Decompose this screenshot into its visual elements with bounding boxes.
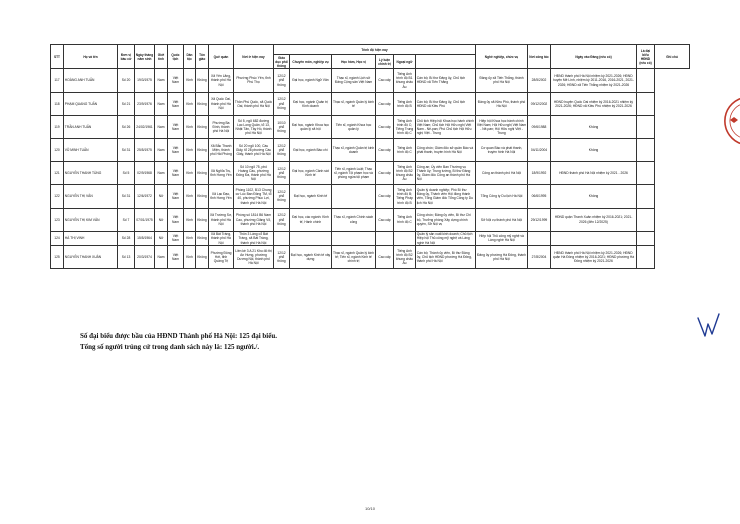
cell-general-edu: 12/12 phổ thông [274, 92, 290, 115]
cell-party-date [528, 231, 551, 246]
cell-degree: Thạc sĩ, ngành Quản trị kinh doanh [332, 138, 376, 161]
cell-party-date: 29/12/1999 [528, 208, 551, 231]
table-row [51, 115, 690, 138]
cell-professional [290, 231, 332, 246]
cell-stt: 125 [51, 246, 64, 269]
cell-religion: Không [196, 115, 209, 138]
cell-gender: Nữ [155, 231, 168, 246]
cell-stt: 122 [51, 185, 64, 208]
cell-stt: 120 [51, 138, 64, 161]
cell-workplace: Sở Nội vụ thành phố Hà Nội [476, 208, 528, 231]
cell-workplace: Hiệp hội Thủ công mỹ nghệ và Làng nghề Hà Nội [476, 231, 528, 246]
cell-workplace: Đảng ủy xã Kiều Phú, thành phố Hà Nội [476, 92, 528, 115]
cell-professional: Đại học, ngành Báo chí [290, 138, 332, 161]
cell-political: Cao cấp [376, 246, 394, 269]
header-note: Ghi chú [655, 45, 690, 69]
cell-nationality: Việt Nam [168, 162, 184, 185]
cell-name: PHẠM QUANG TUẤN [64, 92, 118, 115]
cell-general-edu: 12/12 phổ thông [274, 69, 290, 92]
cell-occupation: Công an; Ủy viên Ban Thường vụ Thành ủy; Trung tướng, Bí thư Đảng ủy, Giám đốc Công an thành phố Hà Nội [416, 162, 476, 185]
cell-religion: Không [196, 69, 209, 92]
cell-dob: 23/9/1976 [135, 92, 155, 115]
cell-party-date: 06/6/1995 [528, 185, 551, 208]
header-delegate: Là đại biểu HĐND (nếu có) [637, 45, 655, 69]
cell-dob: 12/6/1972 [135, 185, 155, 208]
header-residence: Nơi ở hiện nay [234, 45, 274, 69]
cell-party-date: 27/8/2004 [528, 246, 551, 269]
header-cert: Đơn vị bầu cử [118, 45, 135, 69]
header-education-group: Trình độ hiện nay [274, 45, 476, 55]
cell-religion: Không [196, 162, 209, 185]
cell-hometown: Xã Nghĩa Trụ, tỉnh Hưng Yên [209, 162, 234, 185]
cell-workplace: Công an thành phố Hà Nội [476, 162, 528, 185]
cell-stt: 118 [51, 92, 64, 115]
cell-political: Cao cấp [376, 115, 394, 138]
cell-name: TRẦN ANH TUẤN [64, 115, 118, 138]
cell-gender: Nam [155, 69, 168, 92]
cell-political: Cao cấp [376, 138, 394, 161]
table-row [51, 138, 690, 161]
cell-ethnicity: Kinh [184, 92, 196, 115]
cell-cert: Số 31 [118, 138, 135, 161]
cell-delegate: HĐND huyện Quốc Oai nhiệm kỳ 2016-2021 nhiệm kỳ 2021-2026; HĐND xã Kiều Phú nhiệm kỳ 2021-2026 [551, 92, 637, 115]
summary-elected-count: Tổng số người trúng cử trong danh sách này là: 125 người./. [80, 343, 260, 351]
header-party-date: Ngày vào Đảng (nếu có) [551, 45, 637, 69]
cell-residence: Số 10 ngõ 75, phố Hoàng Cầu, phường Đống Đa, thành phố Hà Nội [234, 162, 274, 185]
cell-delegate: HĐND thành phố Hà Nội nhiệm kỳ 2021-2026; HĐND quận Hà Đông nhiệm kỳ 2016-2021; HĐND phường Hà Đông nhiệm kỳ 2021-2026 [551, 246, 637, 269]
cell-general-edu: 12/12 phổ thông [274, 246, 290, 269]
cell-dob: 25/5/1975 [135, 138, 155, 161]
table-body [51, 69, 690, 269]
cell-delegate: HĐND thành phố Hà Nội nhiệm kỳ 2021-2026; HĐND huyện Mê Linh, nhiệm kỳ 2011-2016, 2016-2021, 2021-2026; HĐND xã Tiến Thắng nhiệm kỳ 2021-2026 [551, 69, 637, 92]
table-row [51, 69, 690, 92]
cell-hometown: Xã Trường Sơ, thành phố Hà Nội [209, 208, 234, 231]
cell-political: Cao cấp [376, 92, 394, 115]
cell-occupation: Cán bộ; Bí thư Đảng ủy, Chủ tịch HĐND xã Tiến Thắng [416, 69, 476, 92]
cell-professional: Đại học, ngành Cảnh sát Kinh tế [290, 162, 332, 185]
cell-professional: Đại học, ngành Ngữ Văn [290, 69, 332, 92]
cell-occupation: Quản lý sản xuất kinh doanh; Chủ tịch Hiệp hội Thủ công mỹ nghệ và Làng nghề Hà Nội [416, 231, 476, 246]
cell-dob: 20/3/1974 [135, 246, 155, 269]
cell-gender: Nam [155, 246, 168, 269]
cell-general-edu: 12/12 phổ thông [274, 208, 290, 231]
cell-delegate: HĐND quận Thanh Xuân nhiệm kỳ 2016-2021; 2021-2026 (đến 12/2025) [551, 208, 637, 231]
cell-nationality: Việt Nam [168, 246, 184, 269]
cell-stt: 119 [51, 115, 64, 138]
cell-name: HÀ THỊ VINH [64, 231, 118, 246]
cell-dob: 24/02/1961 [135, 115, 155, 138]
cell-stt: 123 [51, 208, 64, 231]
cell-language: Tiếng Anh trình độ C [394, 208, 416, 231]
cell-stt: 117 [51, 69, 64, 92]
cell-name: NGUYỄN THANH XUÂN [64, 246, 118, 269]
cell-party-date: 18/9/1992 [528, 162, 551, 185]
cell-note [637, 231, 655, 246]
cell-party-date: 04/11/2004 [528, 138, 551, 161]
cell-political: Cao cấp [376, 162, 394, 185]
cell-language: Tiếng Anh trình độ B2 khung châu Âu [394, 162, 416, 185]
header-political: Lý luận chính trị [376, 55, 394, 69]
header-gender: Giới tính [155, 45, 168, 69]
cell-name: HOÀNG ANH TUẤN [64, 69, 118, 92]
cell-nationality: Việt Nam [168, 92, 184, 115]
cell-residence: Phòng 1102, B13 Chung cư Lúc Ban Đông TM, tổ 40, phường Phúc Lợi, thành phố Hà Nội [234, 185, 274, 208]
header-degree: Học hàm, Học vị [332, 55, 376, 69]
cell-residence: Thôn Phú Quốc, xã Quốc Oai, thành phố Hà Nội [234, 92, 274, 115]
cell-degree: Thạc sĩ, ngành Quản lý kinh tế [332, 92, 376, 115]
cell-hometown: Phường Đông Hới, tỉnh Quảng Trị [209, 246, 234, 269]
cell-name: NGUYỄN THANH TÙNG [64, 162, 118, 185]
cell-delegate [551, 231, 637, 246]
cell-nationality: Việt Nam [168, 231, 184, 246]
cell-occupation: Chủ tịch Hiệp hội Khoa học hành chính Việt Nam; Chủ tịch Hội Hữu nghị Việt Nam - Nê-pan; Phó Chủ tịch Hội Hữu nghị Việt - Trung [416, 115, 476, 138]
cell-gender: Nam [155, 138, 168, 161]
cell-ethnicity: Kinh [184, 231, 196, 246]
cell-delegate: HĐND thành phố Hà Nội nhiệm kỳ 2021 - 2026 [551, 162, 637, 185]
table-row [51, 246, 690, 269]
cell-general-edu: 12/12 phổ thông [274, 162, 290, 185]
cell-dob: 07/01/1975 [135, 208, 155, 231]
cell-note [637, 69, 655, 92]
table-header [51, 45, 690, 69]
cell-note [637, 162, 655, 185]
cell-ethnicity: Kinh [184, 115, 196, 138]
cell-name: VŨ MINH TUẤN [64, 138, 118, 161]
cell-language: Tiếng Anh trình độ B2 khung châu Âu [394, 246, 416, 269]
cell-degree: Thạc sĩ, ngành Lịch sử Đảng Cộng sản Việt Nam [332, 69, 376, 92]
cell-political: Cao cấp [376, 69, 394, 92]
cell-gender: Nam [155, 115, 168, 138]
header-workplace: Nơi công tác [528, 45, 551, 69]
header-professional: Chuyên môn, nghiệp vụ [290, 55, 332, 69]
header-religion: Tôn giáo [196, 45, 209, 69]
cell-political: Cao cấp [376, 185, 394, 208]
cell-professional: Đại học, ngành Kinh tế [290, 185, 332, 208]
header-name: Họ và tên [64, 45, 118, 69]
cell-hometown: Xã Bắc Thanh Miện, thành phố Hải Phòng [209, 138, 234, 161]
cell-note [637, 115, 655, 138]
cell-cert: Số 5 [118, 162, 135, 185]
cell-delegate: Không [551, 138, 637, 161]
cell-hometown: Xã Quốc Oai, thành phố Hà Nội [209, 92, 234, 115]
header-nationality: Quốc tịch [168, 45, 184, 69]
handwritten-signature [695, 310, 721, 344]
cell-workplace: Hiệp hội Khoa học hành chính Việt Nam; Hội Hữu nghị Việt Nam - Nê-pan; Hội Hữu nghị Việt - Trung [476, 115, 528, 138]
cell-religion: Không [196, 138, 209, 161]
cell-ethnicity: Kinh [184, 246, 196, 269]
header-dob: Ngày tháng năm sinh [135, 45, 155, 69]
cell-nationality: Việt Nam [168, 208, 184, 231]
header-ethnicity: Dân tộc [184, 45, 196, 69]
cell-ethnicity: Kinh [184, 69, 196, 92]
cell-language: Tiếng Anh trình độ B1 khung châu Âu [394, 69, 416, 92]
cell-religion: Không [196, 185, 209, 208]
cell-cert: Số 20 [118, 69, 135, 92]
cell-general-edu: 10/10 phổ thông [274, 115, 290, 138]
cell-note [637, 92, 655, 115]
cell-gender: Nữ [155, 208, 168, 231]
header-occupation: Nghề nghiệp, chức vụ [476, 45, 528, 69]
cell-occupation: Công chức; Đảng ủy viên, Bí thư Chi bộ, Trưởng phòng Xây dựng chính quyền, Sở Nội vụ [416, 208, 476, 231]
cell-language [394, 231, 416, 246]
table-row [51, 208, 690, 231]
cell-delegate: Không [551, 185, 637, 208]
header-stt: STT [51, 45, 64, 69]
cell-workplace: Đảng ủy phường Hà Đông, thành phố Hà Nội [476, 246, 528, 269]
cell-residence: Liền kề 3 A 21 Khu đô thị An Hưng, phường Dương Nội, thành phố Hà Nội [234, 246, 274, 269]
cell-stt: 124 [51, 231, 64, 246]
cell-occupation: Quản lý doanh nghiệp; Phó Bí thư Đảng ủy, Thành viên Hội đồng thành viên, Tổng Giám đốc Tổng Công ty Du lịch Hà Nội [416, 185, 476, 208]
cell-political [376, 231, 394, 246]
header-general-edu: Giáo dục phổ thông [275, 55, 288, 68]
cell-workplace: Tổng Công ty Du lịch Hà Nội [476, 185, 528, 208]
cell-degree: Tiến sĩ, ngành Luật; Thạc sĩ, ngành Tội phạm học và phòng ngừa tội phạm [332, 162, 376, 185]
cell-ethnicity: Kinh [184, 138, 196, 161]
cell-residence: Số 5, ngõ 682 đường Lạc Long Quân, tổ 13, Nhật Tân, Tây Hồ, thành phố Hà Nội [234, 115, 274, 138]
cell-party-date: 28/5/2002 [528, 69, 551, 92]
cell-cert: Số 28 [118, 231, 135, 246]
summary-delegate-count: Số đại biểu được bầu của HĐND Thành phố Hà Nội: 125 đại biểu. [80, 332, 278, 340]
cell-cert: Số 26 [118, 115, 135, 138]
cell-dob: 15/5/1964 [135, 231, 155, 246]
table-row [51, 231, 690, 246]
table-row [51, 162, 690, 185]
candidate-table [50, 44, 690, 269]
cell-cert: Số 7 [118, 208, 135, 231]
header-hometown: Quê quán [209, 45, 234, 69]
cell-hometown: Xã Lạc Đạo, tỉnh Hưng Yên [209, 185, 234, 208]
cell-nationality: Việt Nam [168, 138, 184, 161]
cell-religion: Không [196, 208, 209, 231]
cell-delegate: Không [551, 115, 637, 138]
cell-name: NGUYỄN THỊ KIM VÂN [64, 208, 118, 231]
cell-cert: Số 13 [118, 246, 135, 269]
cell-note [637, 246, 655, 269]
cell-religion: Không [196, 246, 209, 269]
cell-hometown: Phường Ba Đình, thành phố Hà Nội [209, 115, 234, 138]
cell-religion: Không [196, 92, 209, 115]
cell-occupation: Cán bộ; Bí thư Đảng ủy, Chủ tịch HĐND xã Kiều Phú [416, 92, 476, 115]
cell-residence: Số 20 ngõ 100, Cầu Giấy, tổ 28 phường Cầu Giấy, thành phố Hà Nội [234, 138, 274, 161]
cell-workplace: Cơ quan Báo và phát thanh, truyền hình Hà Nội [476, 138, 528, 161]
cell-party-date: 09/6/1988 [528, 115, 551, 138]
cell-language: Tiếng Anh trình độ C [394, 138, 416, 161]
cell-degree [332, 185, 376, 208]
cell-dob: 02/9/1968 [135, 162, 155, 185]
cell-nationality: Việt Nam [168, 69, 184, 92]
cell-residence: Thôn 3 Làng cổ Bát Tràng, xã Bát Tràng, thành phố Hà Nội [234, 231, 274, 246]
cell-degree: Thạc sĩ, ngành Chính sách công [332, 208, 376, 231]
cell-hometown: Xã Bát Tràng, thành phố Hà Nội [209, 231, 234, 246]
cell-professional: Đại học, ngành Kinh tế xây dựng [290, 246, 332, 269]
page-number: 10/10 [364, 506, 375, 511]
cell-nationality: Việt Nam [168, 115, 184, 138]
cell-cert: Số 31 [118, 185, 135, 208]
cell-dob: 19/3/1975 [135, 69, 155, 92]
cell-language: Tiếng Anh trình độ B [394, 92, 416, 115]
cell-religion: Không [196, 231, 209, 246]
cell-stt: 121 [51, 162, 64, 185]
cell-professional: Đại học, các ngành: Kinh tế, Hành chính [290, 208, 332, 231]
cell-degree: Tiến sĩ, ngành Khoa học quản lý [332, 115, 376, 138]
summary-block [80, 331, 277, 353]
cell-occupation: Cán bộ; Thành ủy viên, Bí thư Đảng ủy, Chủ tịch HĐND phường Hà Đông, thành phố Hà Nội [416, 246, 476, 269]
header-language: Ngoại ngữ [394, 55, 416, 69]
cell-general-edu: 12/12 phổ thông [274, 185, 290, 208]
cell-professional: Đại học, ngành Khoa học quản lý xã hội [290, 115, 332, 138]
cell-note [637, 208, 655, 231]
cell-language: Tiếng Anh trình độ C; Tiếng Trung trình độ C [394, 115, 416, 138]
cell-nationality: Việt Nam [168, 185, 184, 208]
cell-residence: Phường Phúc Yên, tỉnh Phú Thọ [234, 69, 274, 92]
cell-name: NGUYỄN THỊ VÂN [64, 185, 118, 208]
cell-ethnicity: Kinh [184, 162, 196, 185]
cell-note [637, 185, 655, 208]
cell-note [637, 138, 655, 161]
cell-degree: Thạc sĩ, ngành Quản lý kinh tế; Tiến sĩ, ngành Kinh tế chính trị [332, 246, 376, 269]
cell-hometown: Xã Yên Lãng, thành phố Hà Nội [209, 69, 234, 92]
cell-gender: Nam [155, 92, 168, 115]
cell-gender: Nữ [155, 185, 168, 208]
cell-ethnicity: Kinh [184, 208, 196, 231]
cell-gender: Nam [155, 162, 168, 185]
red-seal-stamp [708, 96, 740, 146]
cell-language: Tiếng Anh trình độ B; Tiếng Pháp trình độ B [394, 185, 416, 208]
cell-party-date: 09/12/2002 [528, 92, 551, 115]
cell-general-edu [274, 231, 290, 246]
table-row [51, 185, 690, 208]
cell-residence: Phòng số 1814 B6 Nam Cao, phường Giảng Võ, thành phố Hà Nội [234, 208, 274, 231]
cell-professional: Đại học, ngành Quản trị Kinh doanh [290, 92, 332, 115]
cell-workplace: Đảng ủy xã Tiến Thắng, thành phố Hà Nội [476, 69, 528, 92]
cell-general-edu: 12/12 phổ thông [274, 138, 290, 161]
table-row [51, 92, 690, 115]
cell-occupation: Công chức; Giám đốc sở quản Báo và phát thanh, truyền hình Hà Nội [416, 138, 476, 161]
cell-degree [332, 231, 376, 246]
cell-political: Cao cấp [376, 208, 394, 231]
cell-ethnicity: Kinh [184, 185, 196, 208]
cell-cert: Số 21 [118, 92, 135, 115]
